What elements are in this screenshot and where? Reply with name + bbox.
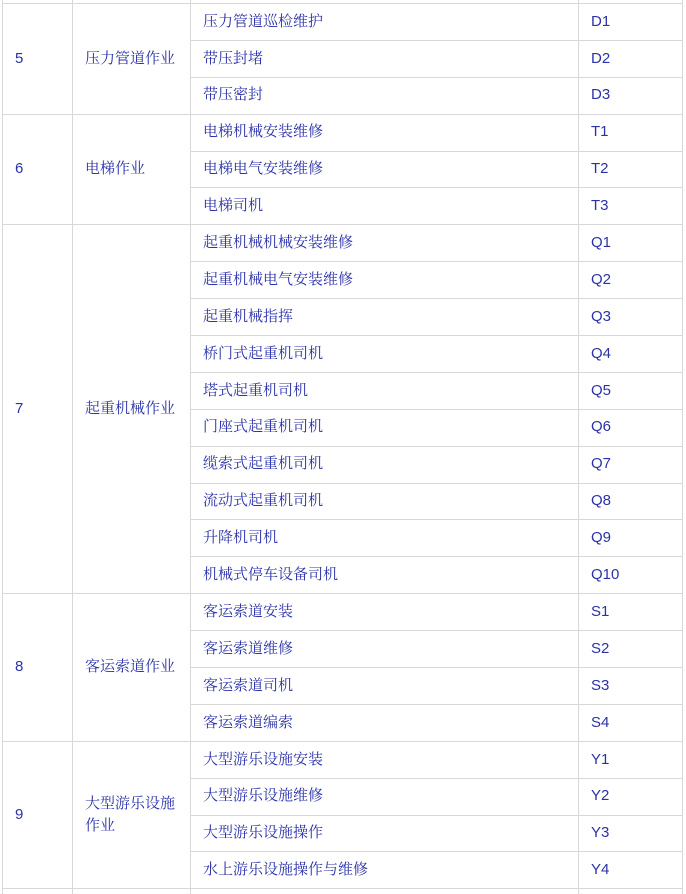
item-name-cell: 带压密封: [191, 77, 579, 114]
code-cell: S3: [579, 668, 683, 705]
section-number-cell: 8: [3, 594, 73, 742]
code-cell: S1: [579, 594, 683, 631]
table-row: [3, 4, 683, 41]
item-name-cell: 客运索道安装: [191, 594, 579, 631]
category-cell: 压力管道作业: [73, 4, 191, 115]
code-cell: Y2: [579, 778, 683, 815]
code-cell: Q7: [579, 446, 683, 483]
code-cell: S2: [579, 631, 683, 668]
section-number-cell: 7: [3, 225, 73, 594]
category-cell: 电梯作业: [73, 114, 191, 225]
special-equipment-table: [2, 0, 683, 894]
category-cell: 起重机械作业: [73, 225, 191, 594]
item-name-cell: 压力管道巡检维护: [191, 4, 579, 41]
category-cell: 大型游乐设施作业: [73, 741, 191, 889]
item-name-cell: 带压封堵: [191, 40, 579, 77]
code-cell: D1: [579, 4, 683, 41]
item-name-cell: 客运索道编索: [191, 704, 579, 741]
code-cell: T2: [579, 151, 683, 188]
item-name-cell: 机械式停车设备司机: [191, 557, 579, 594]
section-number-cell: 5: [3, 4, 73, 115]
item-name-cell: 大型游乐设施维修: [191, 778, 579, 815]
item-name-cell: 起重机械电气安装维修: [191, 262, 579, 299]
code-cell: T3: [579, 188, 683, 225]
code-cell: T1: [579, 114, 683, 151]
code-cell: Q10: [579, 557, 683, 594]
item-name-cell: 电梯司机: [191, 188, 579, 225]
item-name-cell: 客运索道司机: [191, 668, 579, 705]
item-name-cell: 电梯机械安装维修: [191, 114, 579, 151]
code-cell: Q1: [579, 225, 683, 262]
code-cell: Q5: [579, 372, 683, 409]
code-cell: Y1: [579, 741, 683, 778]
section-number-cell: 9: [3, 741, 73, 889]
item-name-cell: 电梯电气安装维修: [191, 151, 579, 188]
code-cell: Q4: [579, 336, 683, 373]
section-number-cell: 6: [3, 114, 73, 225]
item-name-cell: 起重机械指挥: [191, 299, 579, 336]
item-name-cell: 水上游乐设施操作与维修: [191, 852, 579, 889]
item-name-cell: 大型游乐设施操作: [191, 815, 579, 852]
category-cell: 客运索道作业: [73, 594, 191, 742]
table-row: [3, 594, 683, 631]
code-cell: D3: [579, 77, 683, 114]
spacer-cell: [579, 889, 683, 894]
code-cell: Q3: [579, 299, 683, 336]
table-row: [3, 114, 683, 151]
spacer-cell: [3, 889, 73, 894]
item-name-cell: 缆索式起重机司机: [191, 446, 579, 483]
code-cell: Y4: [579, 852, 683, 889]
spacer-cell: [191, 889, 579, 894]
table-body: [3, 0, 683, 894]
code-cell: Q2: [579, 262, 683, 299]
clipped-row-bottom: [3, 889, 683, 894]
item-name-cell: 起重机械机械安装维修: [191, 225, 579, 262]
item-name-cell: 大型游乐设施安装: [191, 741, 579, 778]
table-row: [3, 225, 683, 262]
code-cell: Y3: [579, 815, 683, 852]
item-name-cell: 门座式起重机司机: [191, 409, 579, 446]
item-name-cell: 流动式起重机司机: [191, 483, 579, 520]
item-name-cell: 塔式起重机司机: [191, 372, 579, 409]
item-name-cell: 桥门式起重机司机: [191, 336, 579, 373]
code-cell: Q9: [579, 520, 683, 557]
code-cell: Q8: [579, 483, 683, 520]
spacer-cell: [73, 889, 191, 894]
code-cell: Q6: [579, 409, 683, 446]
item-name-cell: 客运索道维修: [191, 631, 579, 668]
code-cell: S4: [579, 704, 683, 741]
item-name-cell: 升降机司机: [191, 520, 579, 557]
table-row: [3, 741, 683, 778]
code-cell: D2: [579, 40, 683, 77]
